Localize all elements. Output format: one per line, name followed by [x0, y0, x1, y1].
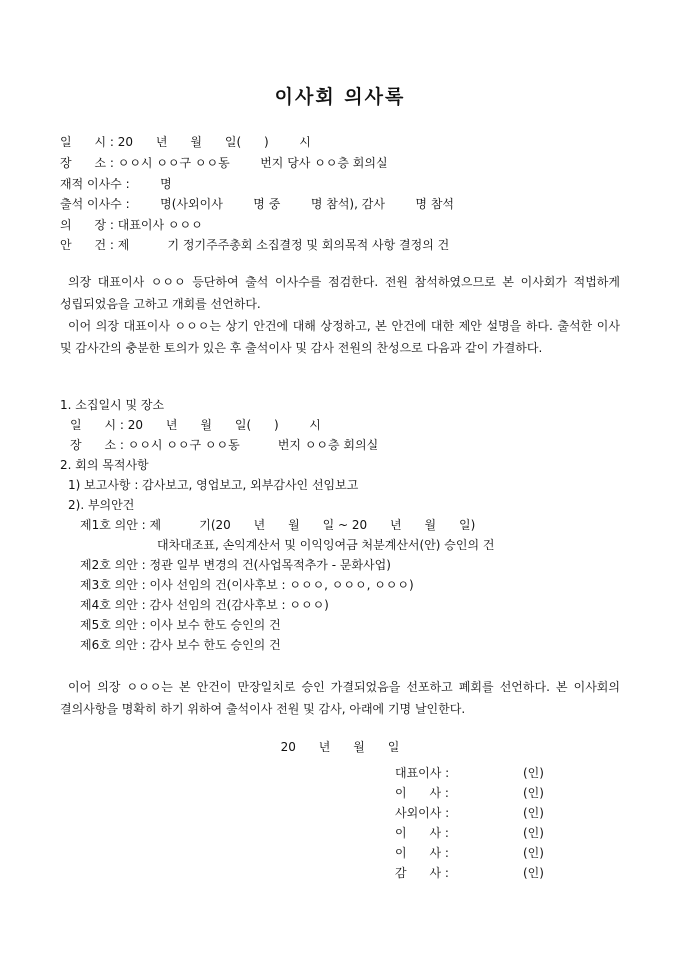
motion-2: 제2호 의안 : 정관 일부 변경의 건(사업목적추가 - 문화사업): [80, 558, 391, 572]
opening-paragraph-2: 이어 의장 대표이사 ㅇㅇㅇ는 상기 안건에 대해 상정하고, 본 안건에 대한 제안 설명을 하다. 출석한 이사 및 감사간의 충분한 토의가 있은 후 출석이사 및 감사 전원의 찬성으로 다음과 같이 가결하다.: [60, 319, 620, 355]
seal-mark: (인): [523, 866, 544, 880]
directors-count: 재적 이사수 : 명: [60, 177, 172, 191]
motion-4: 제4호 의안 : 감사 선임의 건(감사후보 : ㅇㅇㅇ): [80, 598, 329, 612]
motion-6: 제6호 의안 : 감사 보수 한도 승인의 건: [80, 638, 281, 652]
section-1-datetime: 일 시 : 20 년 월 일( ) 시: [70, 418, 321, 432]
signature-role: 대표이사 :: [395, 766, 450, 780]
seal-mark: (인): [523, 806, 544, 820]
motion-5: 제5호 의안 : 이사 보수 한도 승인의 건: [80, 618, 281, 632]
seal-mark: (인): [523, 786, 544, 800]
opening-paragraphs: [60, 271, 620, 359]
closing-paragraph-block: [60, 676, 620, 720]
report-items: 1) 보고사항 : 감사보고, 영업보고, 외부감사인 선임보고: [68, 478, 359, 492]
attendees-count: 출석 이사수 : 명(사외이사 명 중 명 참석), 감사 명 참석: [60, 197, 455, 211]
motion-3: 제3호 의안 : 이사 선임의 건(이사후보 : ㅇㅇㅇ, ㅇㅇㅇ, ㅇㅇㅇ): [80, 578, 414, 592]
section-1-heading: 1. 소집일시 및 장소: [60, 398, 165, 412]
meeting-chair: 의 장 : 대표이사 ㅇㅇㅇ: [60, 218, 203, 232]
document-title: 이사회 의사록: [274, 86, 406, 108]
signature-role: 이 사 :: [395, 826, 449, 840]
motion-1: 제1호 의안 : 제 기(20 년 월 일 ~ 20 년 월 일): [80, 518, 476, 532]
seal-mark: (인): [523, 766, 544, 780]
seal-mark: (인): [523, 826, 544, 840]
seal-mark: (인): [523, 846, 544, 860]
meeting-place: 장 소 : ㅇㅇ시 ㅇㅇ구 ㅇㅇ동 번지 당사 ㅇㅇ층 회의실: [60, 156, 388, 170]
signature-role: 이 사 :: [395, 786, 449, 800]
section-2-heading: 2. 회의 목적사항: [60, 458, 149, 472]
signature-role: 사외이사 :: [395, 806, 450, 820]
closing-paragraph: 이어 의장 ㅇㅇㅇ는 본 안건이 만장일치로 승인 가결되었음을 선포하고 폐회를 선언하다. 본 이사회의 결의사항을 명확히 하기 위하여 출석이사 전원 및 감사, 아래에 기명 날인한다.: [60, 680, 620, 716]
signature-role: 감 사 :: [395, 866, 449, 880]
signature-role: 이 사 :: [395, 846, 449, 860]
motion-1-detail: 대차대조표, 손익계산서 및 이익잉여금 처분계산서(안) 승인의 건: [157, 538, 495, 552]
agenda-items-heading: 2). 부의안건: [68, 498, 135, 512]
meeting-agenda: 안 건 : 제 기 정기주주총회 소집결정 및 회의목적 사항 결정의 건: [60, 238, 450, 252]
signing-date: 20 년 월 일: [280, 740, 400, 754]
section-1-place: 장 소 : ㅇㅇ시 ㅇㅇ구 ㅇㅇ동 번지 ㅇㅇ층 회의실: [70, 438, 379, 452]
meeting-datetime: 일 시 : 20 년 월 일( ) 시: [60, 135, 311, 149]
opening-paragraph-1: 의장 대표이사 ㅇㅇㅇ 등단하여 출석 이사수를 점검한다. 전원 참석하였으므로 본 이사회가 적법하게 성립되었음을 고하고 개회를 선언하다.: [60, 275, 620, 311]
